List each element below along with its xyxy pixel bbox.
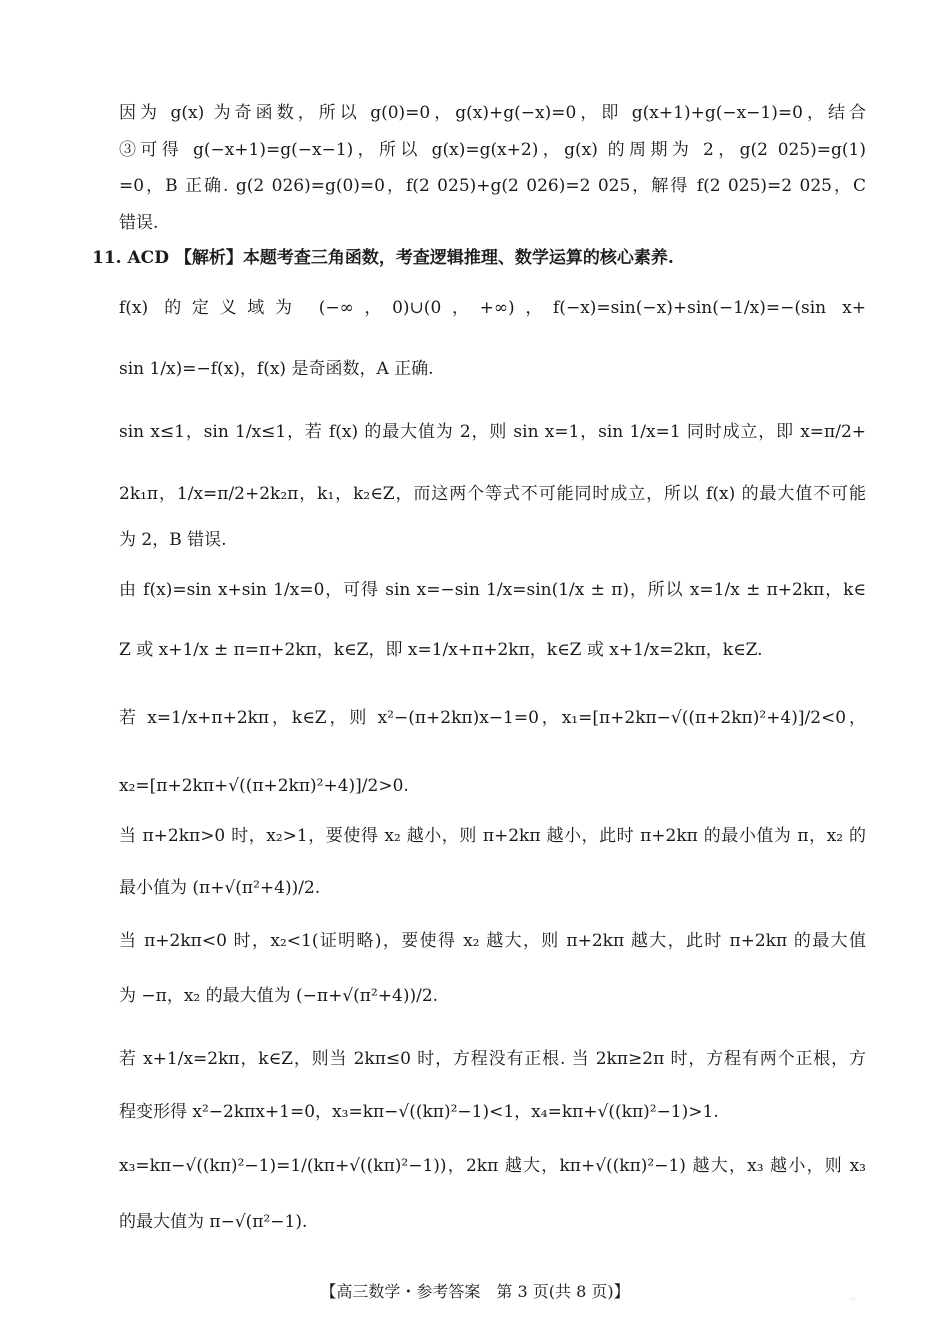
text-line-2: ③可得 g(−x+1)=g(−x−1)，所以 g(x)=g(x+2)，g(x) 的周期为 2，g(2 025)=g(1) <box>119 140 866 160</box>
text-line-11: Z 或 x+1/x ± π=π+2kπ，k∈Z，即 x=1/x+π+2kπ，k∈Z 或 x+1/x=2kπ，k∈Z. <box>119 640 763 660</box>
text-line-15: 最小值为 (π+√(π²+4))/2. <box>119 878 321 898</box>
text-line-12: 若 x=1/x+π+2kπ，k∈Z，则 x²−(π+2kπ)x−1=0，x₁=[π+2kπ−√((π+2kπ)²+4)]/2<0， <box>119 708 866 728</box>
text-line-14: 当 π+2kπ>0 时，x₂>1，要使得 x₂ 越小，则 π+2kπ 越小，此时 π+2kπ 的最小值为 π，x₂ 的 <box>119 826 866 846</box>
question-11-number: 11. ACD <box>92 248 169 268</box>
text-line-7: sin x≤1，sin 1/x≤1，若 f(x) 的最大值为 2，则 sin x=1，sin 1/x=1 同时成立，即 x=π/2+ <box>119 422 866 442</box>
text-line-21: 的最大值为 π−√(π²−1). <box>119 1212 308 1232</box>
text-line-10: 由 f(x)=sin x+sin 1/x=0，可得 sin x=−sin 1/x=sin(1/x ± π)，所以 x=1/x ± π+2kπ，k∈ <box>119 580 866 600</box>
text-line-19: 程变形得 x²−2kπx+1=0，x₃=kπ−√((kπ)²−1)<1，x₄=kπ+√((kπ)²−1)>1. <box>119 1102 719 1122</box>
corner-mark: ·· <box>850 1295 856 1305</box>
page-footer: 【高三数学・参考答案 第 3 页(共 8 页)】 <box>320 1282 630 1301</box>
text-line-9: 为 2，B 错误. <box>119 530 227 550</box>
text-line-18: 若 x+1/x=2kπ，k∈Z，则当 2kπ≤0 时，方程没有正根. 当 2kπ≥2π 时，方程有两个正根，方 <box>119 1049 866 1069</box>
text-line-20: x₃=kπ−√((kπ)²−1)=1/(kπ+√((kπ)²−1))，2kπ 越大，kπ+√((kπ)²−1) 越大，x₃ 越小，则 x₃ <box>119 1156 866 1176</box>
text-line-17: 为 −π，x₂ 的最大值为 (−π+√(π²+4))/2. <box>119 986 439 1006</box>
text-line-5: f(x) 的定义域为 (−∞，0)∪(0，+∞)，f(−x)=sin(−x)+sin(−1/x)=−(sin x+ <box>119 298 866 318</box>
text-line-16: 当 π+2kπ<0 时，x₂<1(证明略)，要使得 x₂ 越大，则 π+2kπ 越大，此时 π+2kπ 的最大值 <box>119 931 866 951</box>
text-line-6: sin 1/x)=−f(x)，f(x) 是奇函数，A 正确. <box>119 359 434 379</box>
analysis-intro: 本题考查三角函数，考查逻辑推理、数学运算的核心素养. <box>242 248 674 268</box>
text-line-4: 错误. <box>119 213 159 233</box>
question-11-header <box>92 246 866 270</box>
text-line-1: 因为 g(x) 为奇函数，所以 g(0)=0，g(x)+g(−x)=0，即 g(x+1)+g(−x−1)=0，结合 <box>119 103 866 123</box>
text-line-3: =0，B 正确. g(2 026)=g(0)=0，f(2 025)+g(2 026)=2 025，解得 f(2 025)=2 025，C <box>119 176 866 196</box>
text-line-13: x₂=[π+2kπ+√((π+2kπ)²+4)]/2>0. <box>119 776 409 796</box>
text-line-8: 2k₁π，1/x=π/2+2k₂π，k₁，k₂∈Z，而这两个等式不可能同时成立，所以 f(x) 的最大值不可能 <box>119 484 866 504</box>
analysis-label: 【解析】 <box>174 248 243 268</box>
